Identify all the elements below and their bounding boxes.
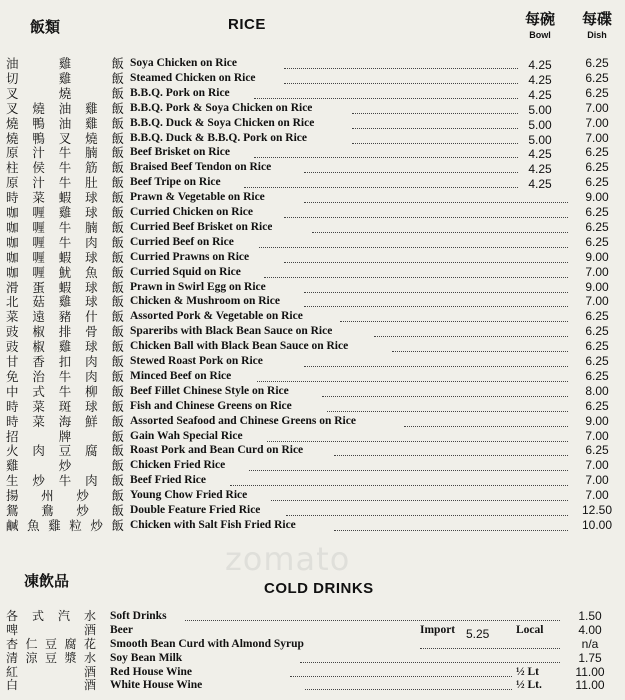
dish-name-en: Curried Beef Brisket on Rice — [130, 220, 273, 233]
dish-name-en: Steamed Chicken on Rice — [130, 71, 256, 84]
dish-name-en: Assorted Pork & Vegetable on Rice — [130, 310, 303, 323]
import-label: Import — [420, 624, 456, 636]
dot-leader — [249, 455, 568, 471]
dish-name-en: B.B.Q. Pork on Rice — [130, 86, 230, 99]
dot-leader — [185, 605, 560, 621]
dish-price: 10.00 — [581, 517, 613, 532]
dish-name-en: Braised Beef Tendon on Rice — [130, 161, 272, 174]
drink-price: n/a — [581, 637, 599, 651]
dish-name-en: Chicken Ball with Black Bean Sauce on Rice — [130, 340, 349, 353]
dot-leader — [334, 440, 568, 456]
drink-name-cn: 清 涼 豆 漿 水 — [6, 651, 96, 665]
dish-name-cn: 咖 喱 蝦 球 飯 — [6, 249, 124, 265]
dish-name-cn: 原 汁 牛 腩 飯 — [6, 145, 124, 161]
dish-price: 7.00 — [585, 115, 609, 130]
dish-name-en: Beef Tripe on Rice — [130, 176, 221, 189]
dot-leader — [352, 128, 518, 144]
dot-leader — [267, 426, 568, 442]
bowl-price: 4.25 — [528, 58, 552, 72]
dish-header-en: Dish — [587, 30, 607, 40]
rice-menu-row — [0, 101, 625, 116]
dish-name-cn: 菜 遠 豬 什 飯 — [6, 309, 124, 325]
dish-name-cn: 免 治 牛 肉 飯 — [6, 368, 124, 384]
dot-leader — [284, 202, 568, 218]
dot-leader — [304, 187, 568, 203]
dish-price: 7.00 — [585, 264, 609, 279]
drink-name-en: Red House Wine — [110, 666, 193, 678]
dish-name-en: Assorted Seafood and Chinese Greens on Rice — [130, 414, 356, 427]
dish-price: 6.25 — [585, 354, 609, 368]
dot-leader — [230, 470, 568, 486]
dot-leader — [284, 247, 568, 263]
bowl-header-en: Bowl — [529, 30, 551, 40]
dot-leader — [334, 515, 568, 531]
dish-name-en: Curried Chicken on Rice — [130, 206, 253, 218]
dish-price: 6.25 — [585, 56, 609, 70]
dish-price: 7.00 — [585, 488, 609, 503]
drinks-section-title: COLD DRINKS — [264, 580, 374, 597]
dot-leader — [392, 336, 568, 352]
drink-price: 11.00 — [575, 678, 605, 692]
dish-column-header — [572, 8, 622, 40]
dish-price: 7.00 — [585, 294, 609, 309]
dish-price: 9.00 — [585, 190, 609, 205]
drink-name-cn: 白 酒 — [6, 678, 96, 692]
dish-price: 6.25 — [585, 368, 609, 383]
dish-name-cn: 燒 鴨 叉 燒 飯 — [6, 130, 124, 146]
dish-price: 6.25 — [585, 160, 609, 175]
dish-name-cn: 火 肉 豆 腐 飯 — [6, 443, 124, 459]
dish-name-en: Young Chow Fried Rice — [130, 489, 248, 502]
dish-name-en: Double Feature Fried Rice — [130, 504, 261, 516]
dish-price: 6.25 — [585, 219, 609, 234]
bowl-price: 4.25 — [528, 162, 552, 177]
drink-price: 4.00 — [578, 623, 602, 637]
dot-leader — [304, 291, 568, 307]
dish-name-en: Beef Fillet Chinese Style on Rice — [130, 384, 289, 397]
rice-menu-row — [0, 518, 625, 533]
dot-leader — [244, 172, 518, 188]
drink-row — [0, 609, 625, 623]
dot-leader — [304, 351, 568, 367]
dish-name-en: Chicken with Salt Fish Fried Rice — [130, 518, 296, 531]
dish-price: 7.00 — [585, 100, 609, 115]
drink-row — [0, 678, 625, 692]
dish-price: 9.00 — [585, 279, 609, 294]
dish-name-cn: 揚 州 炒 飯 — [6, 488, 124, 504]
bottle-size: ½ Lt — [516, 666, 539, 678]
dish-price: 6.25 — [585, 309, 609, 324]
dish-name-cn: 時 菜 蝦 球 飯 — [6, 190, 124, 206]
bowl-price: 4.25 — [528, 147, 552, 162]
dot-leader — [254, 83, 518, 99]
bowl-price: 5.00 — [528, 102, 552, 117]
drink-name-en: Beer — [110, 624, 133, 636]
dot-leader — [284, 53, 518, 69]
dish-name-cn: 雞 炒 飯 — [6, 458, 124, 474]
bowl-price: 5.00 — [528, 132, 552, 147]
dish-name-en: Prawn & Vegetable on Rice — [130, 191, 265, 204]
dish-name-cn: 咖 喱 牛 腩 飯 — [6, 219, 124, 235]
dish-name-en: Soya Chicken on Rice — [130, 57, 238, 69]
dish-price: 8.00 — [585, 383, 609, 398]
dish-name-en: Curried Prawns on Rice — [130, 250, 250, 263]
local-label: Local — [516, 624, 544, 636]
dish-name-cn: 叉 燒 飯 — [6, 85, 124, 101]
dish-price: 6.25 — [585, 234, 609, 249]
dish-name-cn: 原 汁 牛 肚 飯 — [6, 175, 124, 191]
dish-header-cn: 每碟 — [581, 10, 612, 28]
bowl-price: 4.25 — [528, 87, 552, 102]
watermark: zomato — [225, 540, 351, 578]
dish-price: 12.50 — [581, 503, 613, 517]
dish-name-cn: 生 炒 牛 肉 飯 — [6, 473, 124, 489]
dish-name-cn: 北 菇 雞 球 飯 — [6, 294, 124, 310]
dish-name-cn: 咖 喱 雞 球 飯 — [6, 205, 124, 220]
dot-leader — [271, 485, 568, 501]
drink-name-en: White House Wine — [110, 679, 203, 691]
dot-leader — [304, 277, 568, 293]
dish-price: 7.00 — [585, 130, 609, 145]
dish-name-cn: 招 牌 飯 — [6, 428, 124, 444]
dot-leader — [286, 500, 568, 516]
dish-name-cn: 咖 喱 牛 肉 飯 — [6, 234, 124, 250]
dish-name-cn: 燒 鴨 油 雞 飯 — [6, 115, 124, 131]
dish-price: 7.00 — [585, 428, 609, 443]
dot-leader — [264, 262, 568, 278]
dish-name-cn: 時 菜 斑 球 飯 — [6, 398, 124, 414]
dot-leader — [340, 306, 568, 322]
drink-name-cn: 杏 仁 豆 腐 花 — [6, 637, 96, 651]
dot-leader — [284, 68, 518, 84]
dish-name-cn: 時 菜 海 鮮 飯 — [6, 413, 124, 429]
dish-price: 9.00 — [585, 413, 609, 428]
dot-leader — [404, 411, 568, 427]
drink-name-cn: 啤 酒 — [6, 623, 96, 637]
drink-name-cn: 紅 酒 — [6, 665, 96, 679]
drink-price: 11.00 — [575, 665, 605, 679]
dish-name-cn: 滑 蛋 蝦 球 飯 — [6, 279, 124, 295]
drink-price: 1.75 — [578, 651, 602, 665]
dish-price: 6.25 — [585, 175, 609, 190]
drink-name-en: Smooth Bean Curd with Almond Syrup — [110, 638, 304, 650]
dish-name-en: Stewed Roast Pork on Rice — [130, 355, 263, 367]
dish-name-en: Gain Wah Special Rice — [130, 429, 243, 442]
bowl-price: 4.25 — [528, 177, 552, 192]
dish-name-en: Curried Squid on Rice — [130, 265, 241, 278]
dish-name-cn: 咖 喱 魷 魚 飯 — [6, 264, 124, 280]
dish-price: 6.25 — [585, 339, 609, 354]
drinks-section-title-cn: 凍飲品 — [24, 572, 70, 590]
dish-price: 6.25 — [585, 205, 609, 219]
dot-leader — [312, 217, 568, 233]
dot-leader — [259, 232, 568, 248]
dish-price: 6.25 — [585, 398, 609, 413]
import-price: 5.25 — [466, 627, 490, 641]
dish-name-cn: 鹹 魚 雞 粒 炒 飯 — [6, 517, 124, 533]
dish-name-en: B.B.Q. Duck & B.B.Q. Pork on Rice — [130, 131, 307, 144]
dish-name-en: Roast Pork and Bean Curd on Rice — [130, 444, 304, 457]
dish-name-en: Fish and Chinese Greens on Rice — [130, 399, 292, 412]
rice-section-title-cn: 飯類 — [30, 18, 61, 36]
dot-leader — [352, 113, 518, 129]
bowl-header-cn: 每碗 — [524, 10, 555, 28]
dot-leader — [305, 674, 512, 690]
dot-leader — [327, 396, 568, 412]
dish-name-cn: 切 雞 飯 — [6, 70, 124, 86]
dish-name-cn: 柱 侯 牛 筋 飯 — [6, 160, 124, 176]
dish-price: 7.00 — [585, 458, 609, 473]
dish-name-en: Curried Beef on Rice — [130, 235, 234, 248]
dish-price: 9.00 — [585, 249, 609, 264]
dot-leader — [254, 142, 518, 158]
dish-price: 6.25 — [585, 443, 609, 458]
dish-name-en: B.B.Q. Pork & Soya Chicken on Rice — [130, 101, 313, 114]
dish-price: 6.25 — [585, 70, 609, 85]
dish-name-cn: 豉 椒 雞 球 飯 — [6, 339, 124, 355]
dot-leader — [304, 157, 518, 173]
dish-name-cn: 豉 椒 排 骨 飯 — [6, 324, 124, 340]
bowl-price: 5.00 — [528, 117, 552, 132]
dot-leader — [374, 321, 568, 337]
rice-section-title: RICE — [228, 16, 266, 33]
drink-price: 1.50 — [578, 609, 602, 623]
dish-name-cn: 中 式 牛 柳 飯 — [6, 383, 124, 399]
dot-leader — [352, 98, 518, 114]
drink-name-en: Soft Drinks — [110, 610, 167, 622]
dish-name-cn: 叉 燒 油 雞 飯 — [6, 100, 124, 116]
drink-name-cn: 各 式 汽 水 — [6, 609, 96, 623]
dish-name-en: Beef Fried Rice — [130, 474, 206, 487]
dish-name-en: Spareribs with Black Bean Sauce on Rice — [130, 325, 333, 338]
dish-name-cn: 鴛 鴦 炒 飯 — [6, 503, 124, 518]
dish-name-cn: 甘 香 扣 肉 飯 — [6, 354, 124, 369]
dish-name-en: Beef Brisket on Rice — [130, 146, 230, 159]
dish-price: 6.25 — [585, 145, 609, 160]
dish-name-cn: 油 雞 飯 — [6, 56, 124, 71]
dish-price: 7.00 — [585, 473, 609, 488]
dish-name-en: Chicken & Mushroom on Rice — [130, 295, 280, 308]
bowl-column-header — [515, 8, 565, 40]
dish-name-en: B.B.Q. Duck & Soya Chicken on Rice — [130, 116, 315, 129]
dish-name-en: Minced Beef on Rice — [130, 369, 232, 382]
dish-price: 6.25 — [585, 324, 609, 339]
bottle-size: ½ Lt. — [516, 679, 542, 691]
dish-name-en: Chicken Fried Rice — [130, 459, 226, 472]
dish-price: 6.25 — [585, 85, 609, 100]
dish-name-en: Prawn in Swirl Egg on Rice — [130, 280, 266, 293]
dot-leader — [257, 366, 568, 382]
rice-menu-row — [0, 116, 625, 131]
bowl-price: 4.25 — [528, 72, 552, 87]
dot-leader — [322, 381, 568, 397]
rice-menu-row — [0, 86, 625, 101]
drink-name-en: Soy Bean Milk — [110, 652, 183, 664]
